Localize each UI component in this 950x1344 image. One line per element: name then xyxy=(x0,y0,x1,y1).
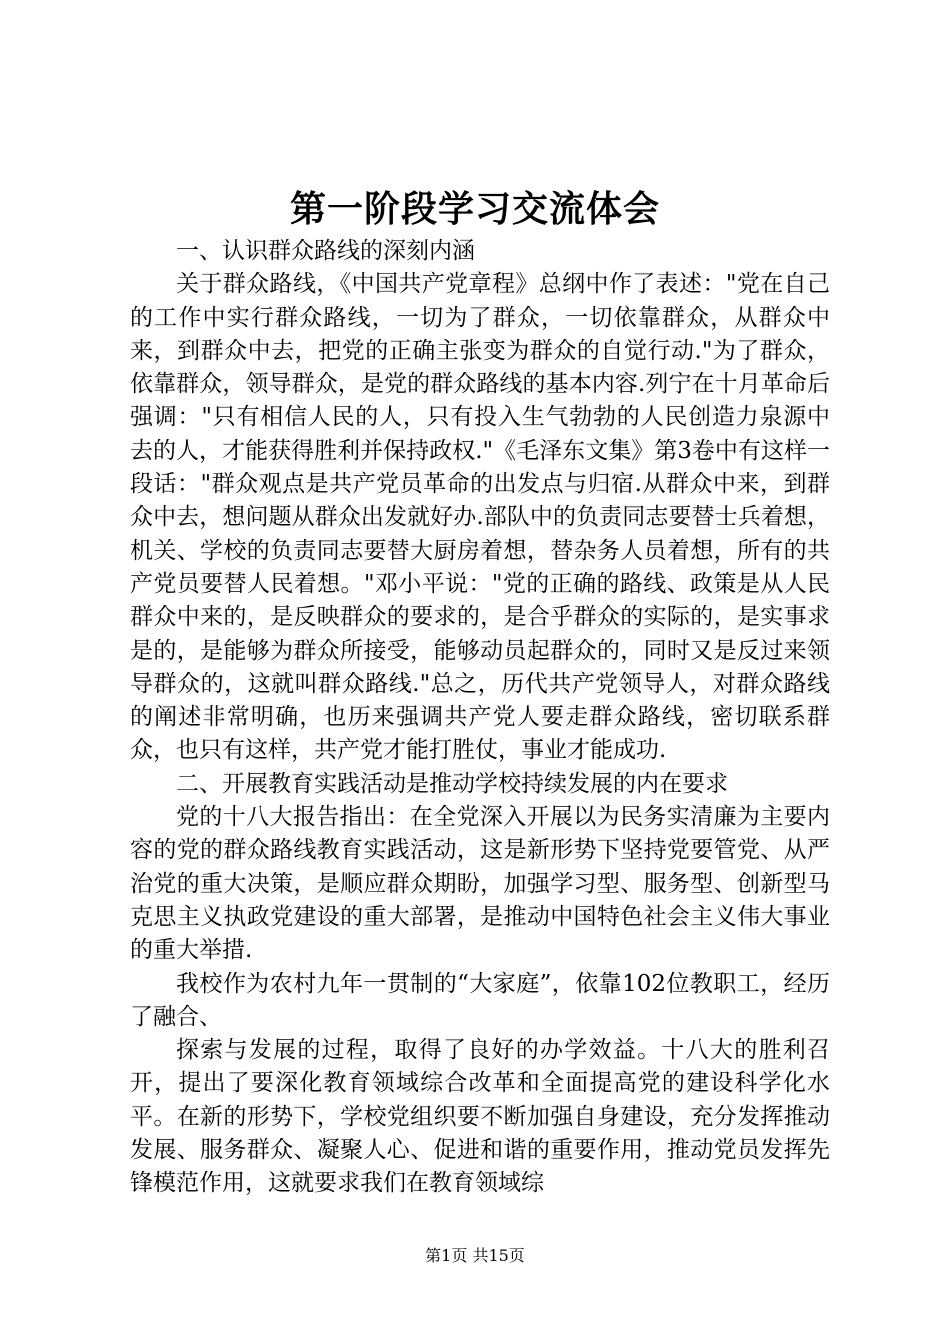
body-paragraph: 我校作为农村九年一贯制的“大家庭”，依靠102位教职工，经历了融合、 xyxy=(130,970,830,1030)
document-title: 第一阶段学习交流体会 xyxy=(289,188,660,230)
body-paragraph: 探索与发展的过程，取得了良好的办学效益。十八大的胜利召开，提出了要深化教育领域综合改革和全面提高党的建设科学化水平。在新的形势下，学校党组织要不断加强自身建设，充分发挥推动发展、服务群众、凝聚人心、促进和谐的重要作用，推动党员发挥先锋模范作用，这就要求我们在教育领域综 xyxy=(130,1037,830,1197)
section-heading-2: 二、开展教育实践活动是推动学校持续发展的内在要求 xyxy=(176,770,728,797)
body-paragraph: 党的十八大报告指出：在全党深入开展以为民务实清廉为主要内容的党的群众路线教育实践活动，这是新形势下坚持党要管党、从严治党的重大决策，是顺应群众期盼，加强学习型、服务型、创新型马克思主义执政党建设的重大部署，是推动中国特色社会主义伟大事业的重大举措. xyxy=(130,804,830,964)
page-number-footer: 第1页 共15页 xyxy=(425,1246,525,1265)
document-body xyxy=(130,235,830,1201)
body-paragraph: 关于群众路线，《中国共产党章程》总纲中作了表述："党在自己的工作中实行群众路线，一切为了群众，一切依靠群众，从群众中来，到群众中去，把党的正确主张变为群众的自觉行动."为了群众，依靠群众，领导群众，是党的群众路线的基本内容.列宁在十月革命后强调："只有相信人民的人，只有投入生气勃勃的人民创造力泉源中去的人，才能获得胜利并保持政权."《毛泽东文集》第3卷中有这样一段话："群众观点是共产党员革命的出发点与归宿.从群众中来，到群众中去，想问题从群众出发就好办.部队中的负责同志要替士兵着想，机关、学校的负责同志要替大厨房着想，替杂务人员着想，所有的共产党员要替人民着想。"邓小平说："党的正确的路线、政策是从人民群众中来的，是反映群众的要求的，是合乎群众的实际的，是实事求是的，是能够为群众所接受，能够动员起群众的，同时又是反过来领导群众的，这就叫群众路线."总之，历代共产党领导人，对群众路线的阐述非常明确，也历来强调共产党人要走群众路线，密切联系群众，也只有这样，共产党才能打胜仗，事业才能成功. xyxy=(130,271,830,764)
section-heading-1: 一、认识群众路线的深刻内涵 xyxy=(176,238,475,264)
